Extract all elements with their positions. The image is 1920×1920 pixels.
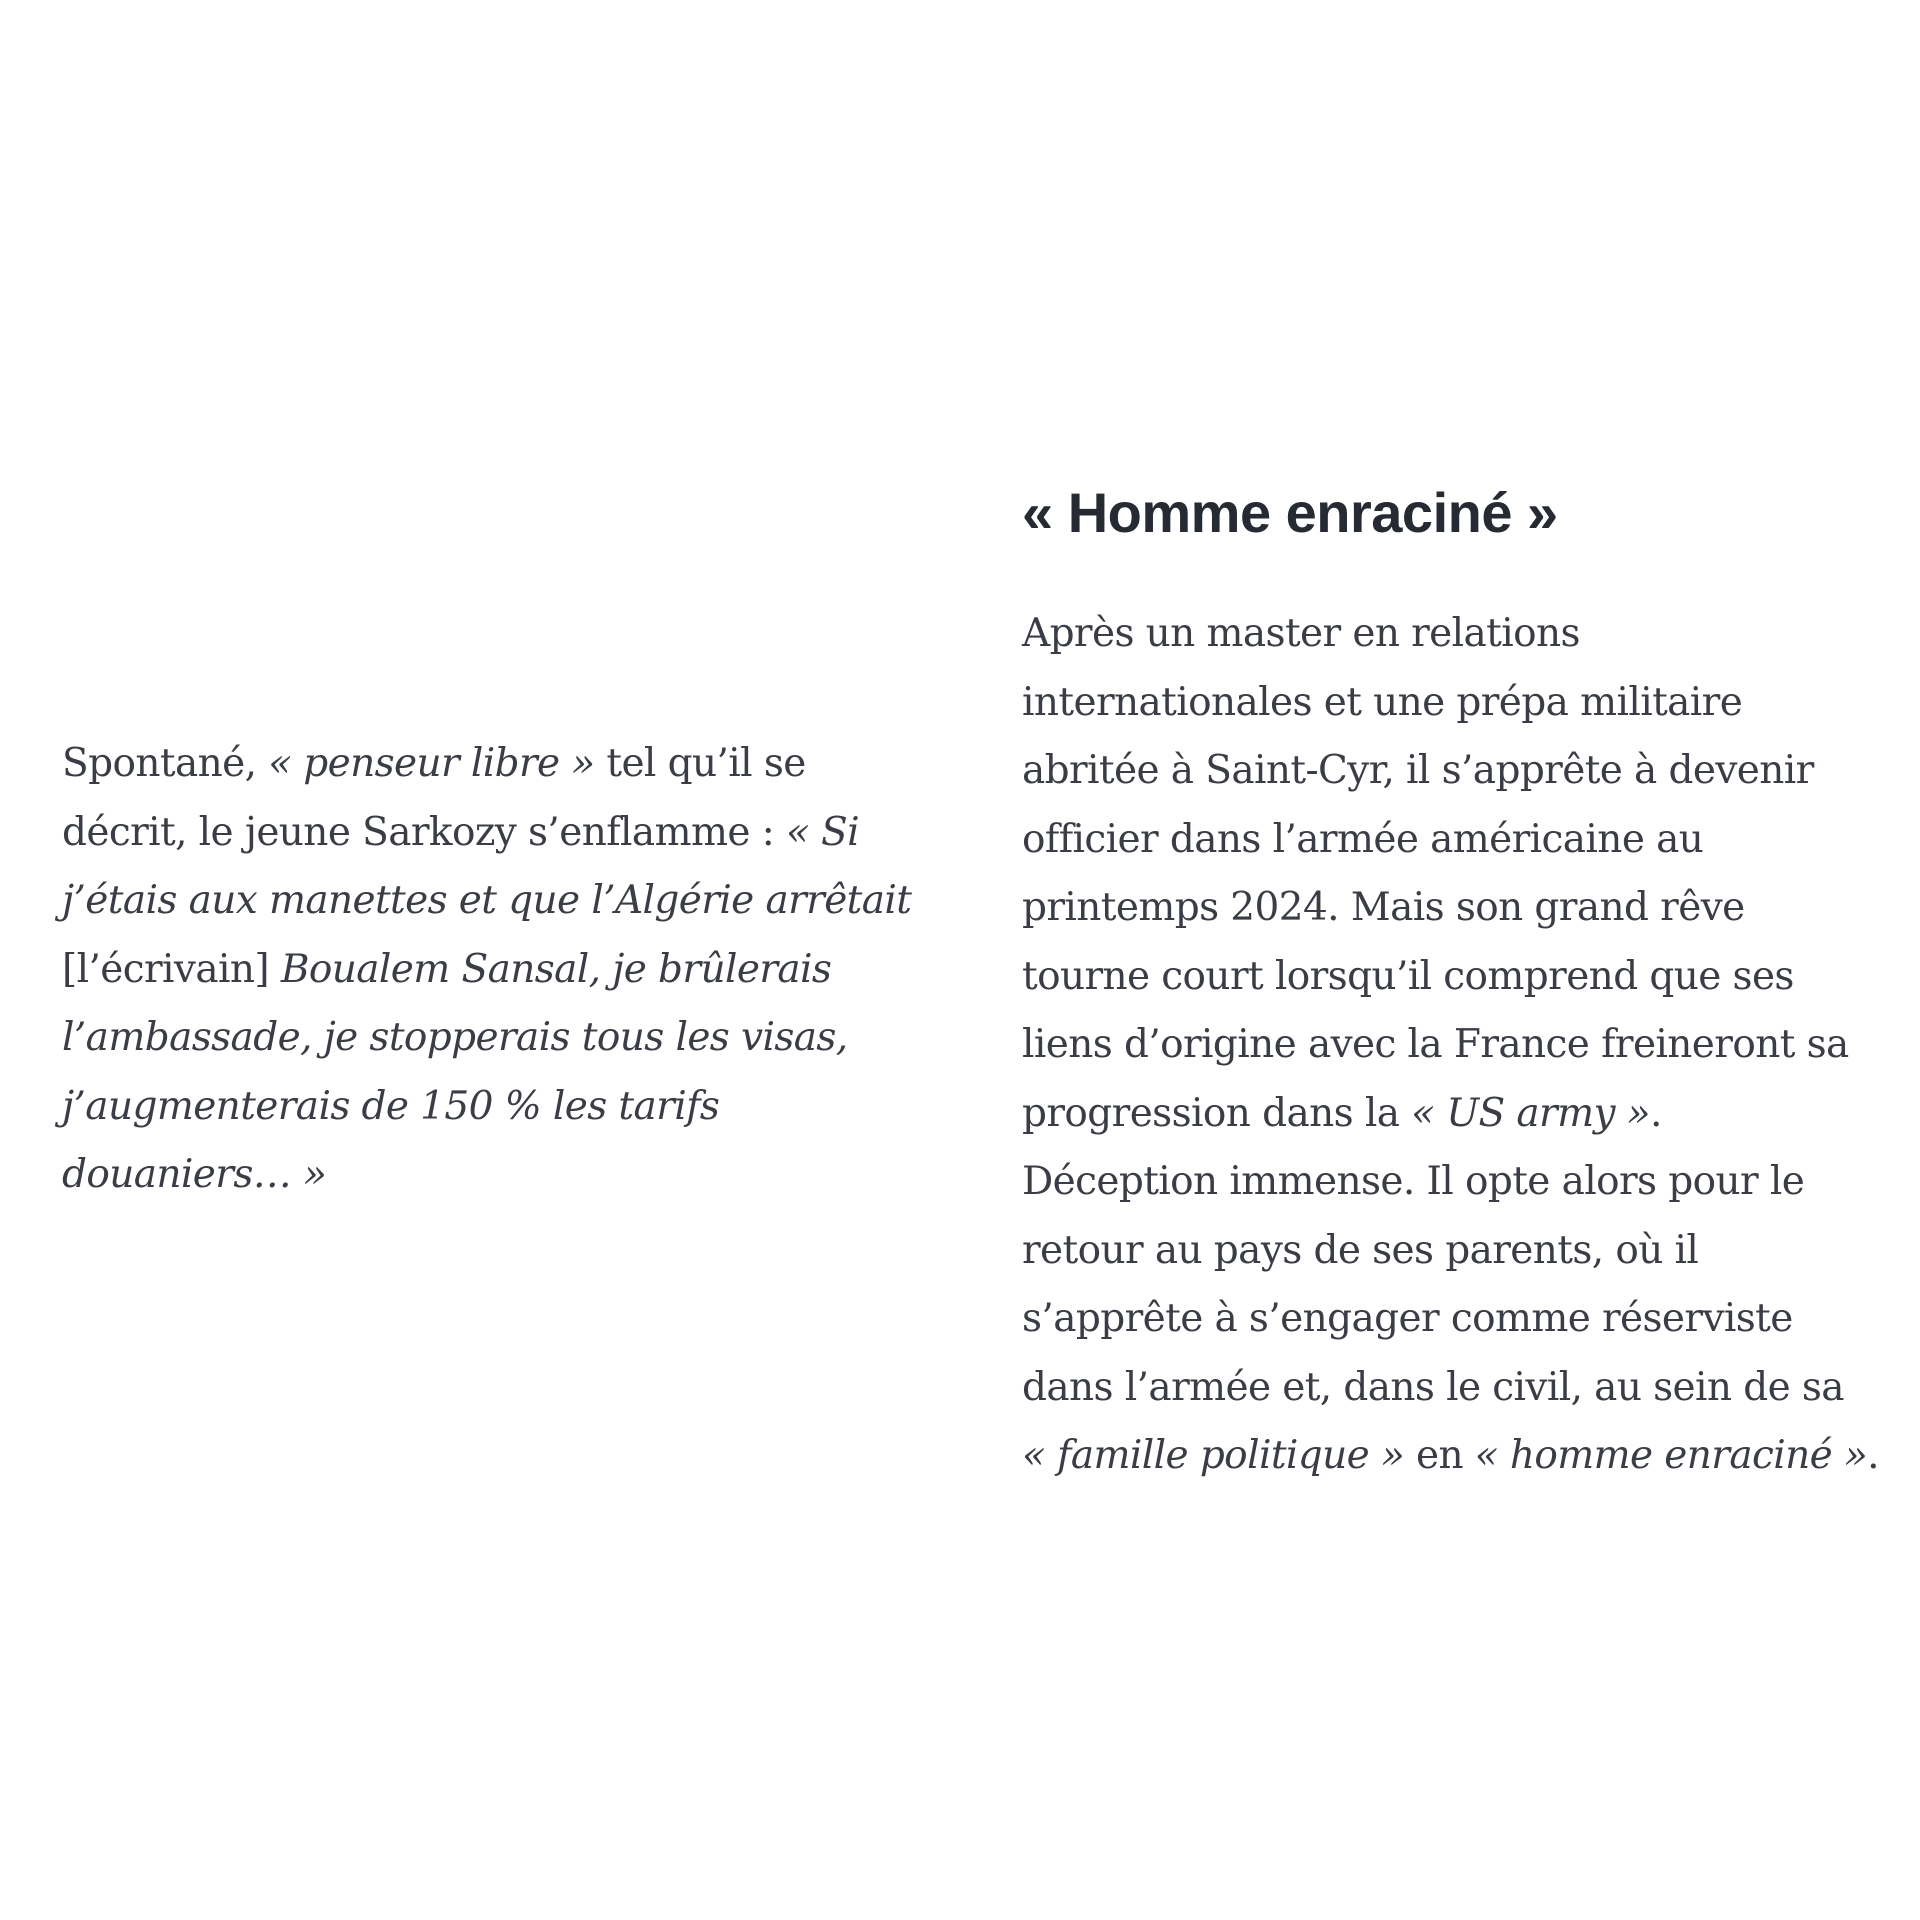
italic-quote: Boualem Sansal, je brûlerais: [280, 946, 832, 992]
paragraph-line: [62, 936, 892, 1005]
italic-quote: l’ambassade, je stopperais tous les visas,: [62, 1015, 848, 1060]
text-run: printemps 2024. Mais son grand rêve: [1022, 885, 1745, 930]
text-run: .: [1867, 1433, 1879, 1478]
section-heading: « Homme enraciné »: [1022, 481, 1558, 544]
paragraph-line: [1022, 1422, 1902, 1491]
italic-quote: « US army »: [1411, 1090, 1650, 1136]
left-paragraph: [62, 730, 912, 1210]
paragraph-line: [1022, 806, 1902, 875]
paragraph-line: [62, 867, 912, 936]
paragraph-line: [62, 730, 892, 799]
paragraph-line: [62, 1004, 892, 1073]
paragraph-line: [1022, 1285, 1902, 1354]
text-run: [l’écrivain]: [62, 946, 281, 992]
text-run: dans l’armée et, dans le civil, au sein de sa: [1022, 1364, 1844, 1410]
text-run: décrit, le jeune Sarkozy s’enflamme :: [62, 809, 786, 855]
paragraph-line: [1022, 1354, 1902, 1423]
text-run: abritée à Saint-Cyr, il s’apprête à devenir: [1022, 748, 1814, 793]
paragraph-line: [62, 1073, 892, 1142]
paragraph-line: [1022, 1080, 1902, 1149]
right-paragraph: [1022, 600, 1902, 1491]
text-run: retour au pays de ses parents, où il: [1022, 1227, 1699, 1273]
italic-quote: j’augmenterais de 150 % les tarifs: [62, 1083, 720, 1129]
paragraph-line: [62, 799, 892, 868]
italic-quote: « homme enraciné »: [1474, 1433, 1868, 1478]
text-run: Spontané,: [62, 741, 269, 786]
text-run: progression dans la: [1022, 1090, 1412, 1136]
paragraph-line: [62, 1141, 892, 1210]
text-run: tourne court lorsqu’il comprend que ses: [1022, 953, 1794, 999]
text-run: tel qu’il se: [594, 741, 806, 786]
paragraph-line: [1022, 1011, 1902, 1080]
text-run: Après un master en relations: [1022, 611, 1580, 656]
italic-quote: « penseur libre »: [268, 741, 595, 786]
text-run: .: [1649, 1090, 1662, 1136]
italic-quote: douaniers… »: [62, 1152, 327, 1197]
paragraph-line: [1022, 1148, 1902, 1217]
italic-quote: « famille politique »: [1022, 1433, 1405, 1478]
paragraph-line: [1022, 943, 1902, 1012]
paragraph-line: [1022, 737, 1902, 806]
italic-quote: « Si: [785, 809, 860, 855]
text-run: s’apprête à s’engager comme réserviste: [1022, 1296, 1793, 1341]
paragraph-line: [1022, 874, 1902, 943]
text-run: liens d’origine avec la France freineront sa: [1022, 1022, 1849, 1067]
text-run: en: [1404, 1433, 1475, 1478]
text-run: internationales et une prépa militaire: [1022, 679, 1743, 725]
italic-quote: j’étais aux manettes et que l’Algérie arrêtait: [62, 878, 912, 923]
paragraph-line: [1022, 669, 1902, 738]
paragraph-line: [1022, 600, 1902, 669]
paragraph-line: [1022, 1217, 1902, 1286]
text-run: officier dans l’armée américaine au: [1022, 816, 1704, 862]
text-run: Déception immense. Il opte alors pour le: [1022, 1159, 1805, 1204]
